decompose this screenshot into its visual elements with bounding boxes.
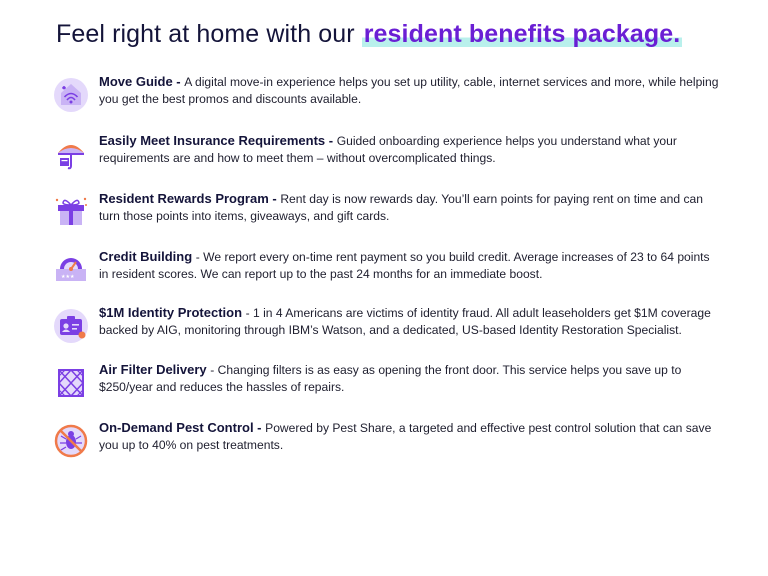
benefit-text [99, 305, 722, 338]
benefit-rewards [52, 191, 722, 231]
benefit-description: Powered by Pest Share, a targeted and effective pest control solution that can save you up to 40% on pest treatments. [99, 421, 712, 452]
headline-lead: Feel right at home with our [56, 20, 355, 48]
insurance-umbrella-icon [52, 135, 90, 173]
benefit-title: Credit Building [99, 249, 196, 264]
move-guide-icon [52, 76, 90, 114]
benefit-description: - Changing filters is as easy as opening the front door. This service helps you save up to $250/year and reduces the hassles of repairs. [99, 363, 682, 394]
benefit-insurance [52, 133, 722, 173]
benefit-move-guide [52, 74, 722, 114]
benefit-description: Rent day is now rewards day. You’ll earn points for paying rent on time and can turn those points into items, giveaways, and gift cards. [99, 192, 703, 223]
identity-card-icon [52, 307, 90, 345]
benefit-title: On-Demand Pest Control - [99, 420, 266, 435]
benefit-description: - We report every on-time rent payment so you build credit. Average increases of 23 to 64 points in resident scores. We can report up to the past 24 months for an immediate boost. [99, 250, 710, 281]
benefit-description: A digital move-in experience helps you set up utility, cable, internet services and more, while helping you get the best promos and discounts available. [99, 75, 719, 106]
benefit-text [99, 420, 722, 453]
benefit-text [99, 191, 722, 224]
benefit-text [99, 133, 722, 166]
benefit-description: - 1 in 4 Americans are victims of identity fraud. All adult leaseholders get $1M coverage backed by AIG, monitoring through IBM’s Watson, and a dedicated, US-based Identity Restoration Specialist. [99, 306, 711, 337]
credit-gauge-icon [52, 251, 90, 289]
benefit-title: Move Guide - [99, 74, 185, 89]
benefit-title: Easily Meet Insurance Requirements - [99, 133, 337, 148]
benefit-title: Air Filter Delivery [99, 362, 211, 377]
benefit-text [99, 74, 722, 107]
benefit-description: Guided onboarding experience helps you understand what your requirements are and how to meet them – without overcomplicated things. [99, 134, 677, 165]
benefit-text [99, 249, 722, 282]
air-filter-icon [52, 364, 90, 402]
page-headline [56, 20, 682, 49]
no-pest-icon [52, 422, 90, 460]
benefit-identity-protection [52, 305, 722, 345]
benefit-title: Resident Rewards Program - [99, 191, 281, 206]
svg-text:★★★: ★★★ [61, 274, 75, 280]
benefit-air-filter [52, 362, 722, 402]
headline-accent: resident benefits package. [363, 20, 681, 48]
benefit-text [99, 362, 722, 395]
benefit-credit-building [52, 249, 722, 289]
benefit-pest-control [52, 420, 722, 460]
gift-icon [52, 193, 90, 231]
benefit-title: $1M Identity Protection [99, 305, 246, 320]
